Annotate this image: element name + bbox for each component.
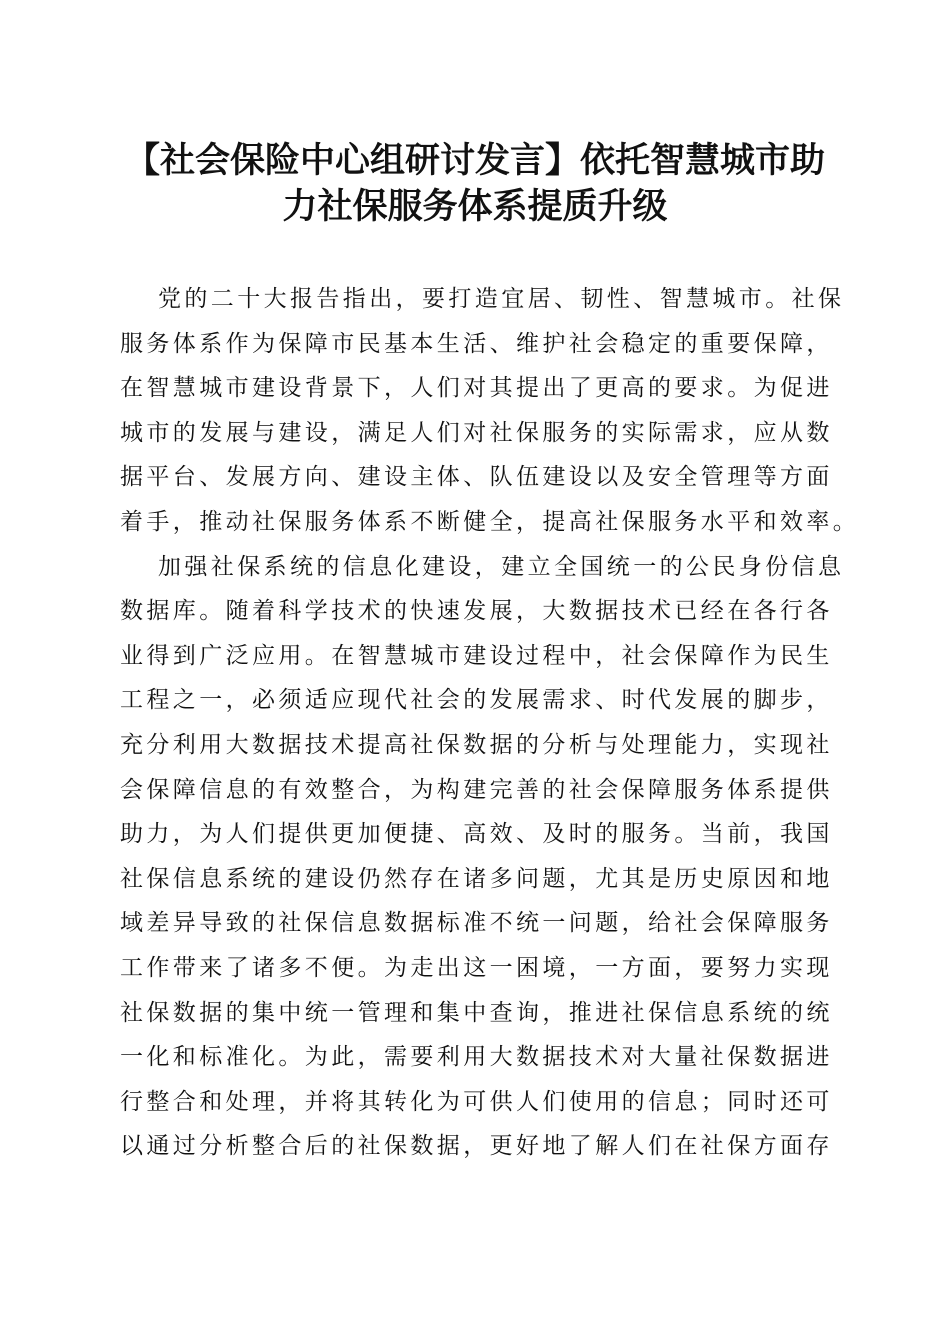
paragraph-2 <box>120 545 845 1169</box>
paragraph-line: 加强社保系统的信息化建设，建立全国统一的公民身份信息 <box>158 553 845 580</box>
paragraph-line: 社保信息系统的建设仍然存在诸多问题，尤其是历史原因和地 <box>120 865 833 892</box>
paragraph-line: 据平台、发展方向、建设主体、队伍建设以及安全管理等方面 <box>120 464 833 491</box>
paragraph-line: 服务体系作为保障市民基本生活、维护社会稳定的重要保障， <box>120 330 833 357</box>
paragraph-line: 行整合和处理，并将其转化为可供人们使用的信息；同时还可 <box>120 1088 833 1115</box>
document-title <box>100 138 850 230</box>
title-line-2: 力社保服务体系提质升级 <box>282 186 668 227</box>
paragraph-line: 社保数据的集中统一管理和集中查询，推进社保信息系统的统 <box>120 999 833 1026</box>
paragraph-line: 党的二十大报告指出，要打造宜居、韧性、智慧城市。社保 <box>158 286 845 312</box>
paragraph-line: 业得到广泛应用。在智慧城市建设过程中，社会保障作为民生 <box>120 642 833 669</box>
paragraph-line: 在智慧城市建设背景下，人们对其提出了更高的要求。为促进 <box>120 375 833 402</box>
paragraph-line: 着手，推动社保服务体系不断健全，提高社保服务水平和效率。 <box>120 508 860 535</box>
paragraph-line: 工作带来了诸多不便。为走出这一困境，一方面，要努力实现 <box>120 954 833 981</box>
paragraph-line: 城市的发展与建设，满足人们对社保服务的实际需求，应从数 <box>120 419 833 446</box>
paragraph-1 <box>120 277 860 545</box>
document-body <box>120 277 860 1169</box>
paragraph-line: 充分利用大数据技术提高社保数据的分析与处理能力，实现社 <box>120 731 833 758</box>
paragraph-line: 以通过分析整合后的社保数据，更好地了解人们在社保方面存 <box>120 1133 833 1160</box>
title-line-1: 【社会保险中心组研讨发言】依托智慧城市助 <box>124 140 825 181</box>
paragraph-line: 会保障信息的有效整合，为构建完善的社会保障服务体系提供 <box>120 776 833 803</box>
paragraph-line: 域差异导致的社保信息数据标准不统一问题，给社会保障服务 <box>120 910 833 937</box>
paragraph-line: 助力，为人们提供更加便捷、高效、及时的服务。当前，我国 <box>120 821 833 848</box>
paragraph-line: 工程之一，必须适应现代社会的发展需求、时代发展的脚步， <box>120 687 833 714</box>
paragraph-line: 一化和标准化。为此，需要利用大数据技术对大量社保数据进 <box>120 1044 833 1071</box>
paragraph-line: 数据库。随着科学技术的快速发展，大数据技术已经在各行各 <box>120 598 833 625</box>
